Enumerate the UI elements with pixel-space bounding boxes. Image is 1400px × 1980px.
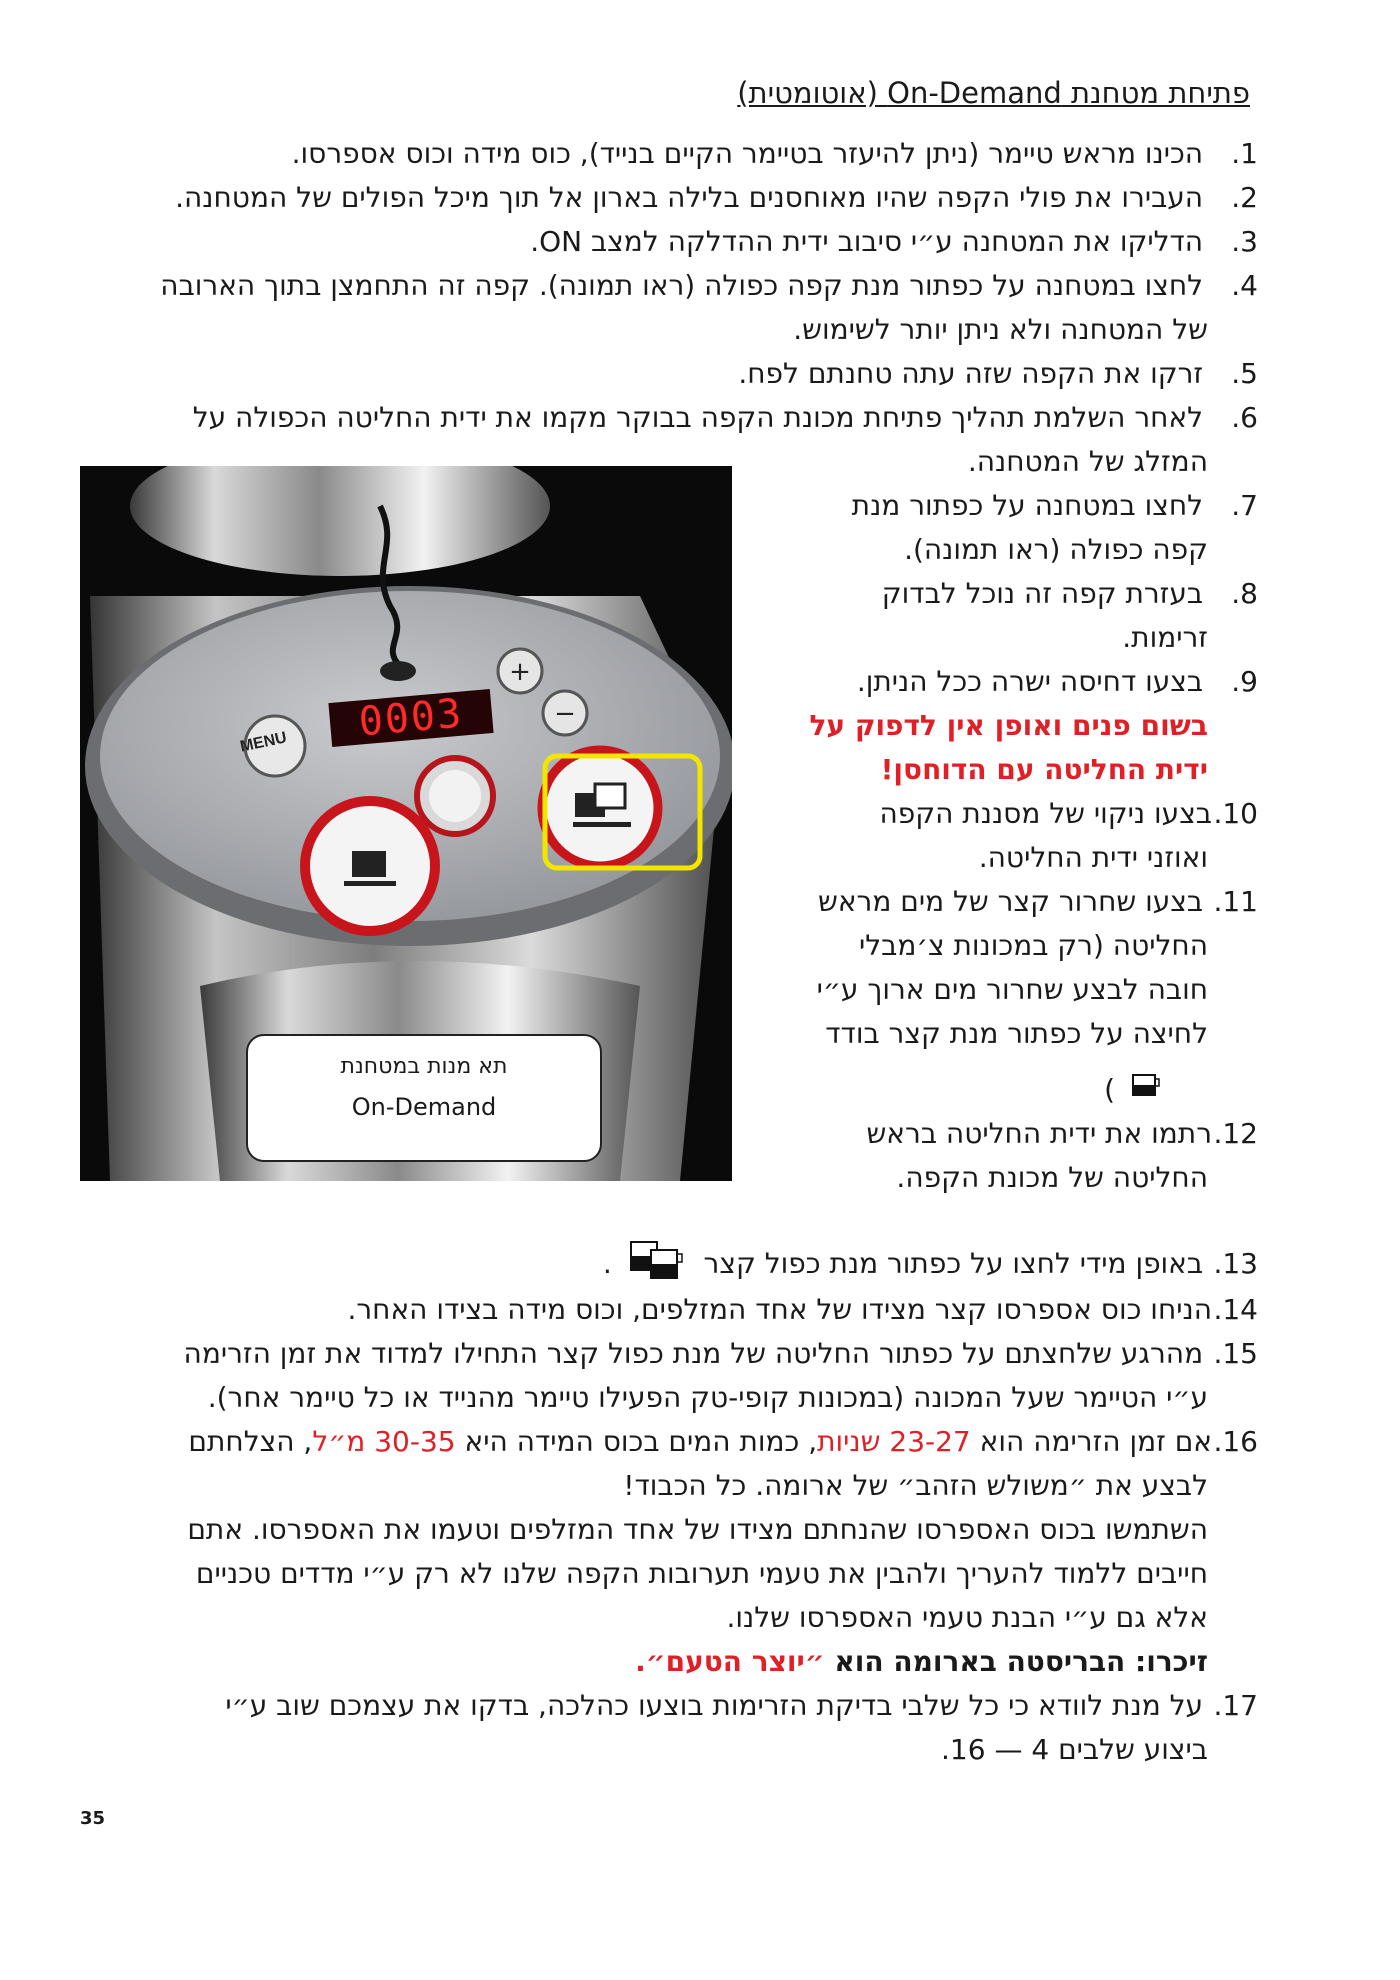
- hand-icon: [429, 770, 481, 822]
- step-17-cont: ביצוע שלבים 4 — 16.: [941, 1733, 1208, 1766]
- water-volume-range: 30-35 מ״ל: [312, 1425, 456, 1458]
- step-10: 10.בצעו ניקוי של מסננת הקפה: [879, 797, 1258, 830]
- remember-note: זיכרו: הבריסטה בארומה הוא ״יוצר הטעם״.: [635, 1645, 1208, 1678]
- step-7: 7. לחצו במטחנה על כפתור מנת: [851, 489, 1258, 522]
- step-16: 16.אם זמן הזרימה הוא 23-27 שניות, כמות המים בכוס המידה היא 30-35 מ״ל, הצלחתם: [188, 1425, 1258, 1458]
- step-11-cont-4: ): [1104, 1072, 1168, 1110]
- step-8: 8. בעזרת קפה זה נוכל לבדוק: [881, 577, 1258, 610]
- minus-label: −: [554, 699, 576, 729]
- cable-grommet: [380, 661, 416, 681]
- step-9-warning-1: בשום פנים ואופן אין לדפוק על: [809, 709, 1208, 742]
- step-17: 17. על מנת לוודא כי כל שלבי בדיקת הזרימות בוצעו כהלכה, בדקו את עצמכם שוב ע״י: [225, 1689, 1258, 1722]
- step-11-cont-3: לחיצה על כפתור מנת קצר בודד: [825, 1017, 1208, 1050]
- step-12: 12.רתמו את ידית החליטה בראש: [866, 1117, 1258, 1150]
- step-1: 1. הכינו מראש טיימר (ניתן להיעזר בטיימר הקיים בנייד), כוס מידה וכוס אספרסו.: [291, 137, 1258, 170]
- step-12-cont: החליטה של מכונת הקפה.: [896, 1161, 1208, 1194]
- step-4-cont: של המטחנה ולא ניתן יותר לשימוש.: [793, 313, 1208, 346]
- step-8-cont: זרימות.: [1122, 621, 1208, 654]
- double-short-cup-icon: [627, 1238, 689, 1292]
- plus-label: +: [509, 657, 531, 687]
- single-short-cup-icon: [1130, 1072, 1162, 1110]
- flow-time-range: 23-27 שניות: [817, 1425, 971, 1458]
- step-10-cont: ואוזני ידית החליטה.: [978, 841, 1208, 874]
- step-3: 3. הדליקו את המטחנה ע״י סיבוב ידית ההדלקה למצב ON.: [530, 225, 1258, 258]
- image-caption: [246, 1034, 602, 1162]
- step-4: 4. לחצו במטחנה על כפתור מנת קפה כפולה (ראו תמונה). קפה זה התחמצן בתוך הארובה: [160, 269, 1258, 302]
- step-2: 2. העבירו את פולי הקפה שהיו מאוחסנים בלילה בארון אל תוך מיכל הפולים של המטחנה.: [175, 181, 1258, 214]
- grinder-photo: [80, 466, 732, 1181]
- step-6: 6. לאחר השלמת תהליך פתיחת מכונת הקפה בבוקר מקמו את ידית החליטה הכפולה על: [192, 401, 1258, 434]
- step-15-cont: ע״י הטיימר שעל המכונה (במכונות קופי-טק הפעילו טיימר מהנייד או כל טיימר אחר).: [207, 1381, 1208, 1414]
- caption-line-1: תא מנות במטחנת: [340, 1054, 508, 1079]
- step-11: 11. בצעו שחרור קצר של מים מראש: [817, 885, 1258, 918]
- dose-display: 0003: [328, 689, 493, 747]
- step-15: 15. מהרגע שלחצתם על כפתור החליטה של מנת כפול קצר התחילו למדוד את זמן הזרימה: [183, 1337, 1258, 1370]
- step-16-cont: לבצע את ״משולש הזהב״ של ארומה. כל הכבוד!: [623, 1469, 1208, 1502]
- page-title: פתיחת מטחנת On-Demand (אוטומטית): [737, 76, 1250, 110]
- menu-label: MENU: [238, 729, 289, 756]
- page-number: 35: [80, 1808, 106, 1829]
- single-cup-icon: [352, 851, 386, 877]
- step-11-cont-1: החליטה (רק במכונות צ׳מבלי: [858, 929, 1208, 962]
- step-9-warning-2: ידית החליטה עם הדוחסן!: [880, 753, 1208, 786]
- step-6-cont: המזלג של המטחנה.: [967, 445, 1208, 478]
- step-5: 5. זרקו את הקפה שזה עתה טחנתם לפח.: [738, 357, 1258, 390]
- tasting-paragraph-3: אלא גם ע״י הבנת טעמי האספרסו שלנו.: [726, 1601, 1208, 1634]
- step-14: 14.הניחו כוס אספרסו קצר מצידו של אחד המזלפים, וכוס מידה בצידו האחר.: [347, 1293, 1258, 1326]
- tasting-paragraph-1: השתמשו בכוס האספרסו שהנחתם מצידו של אחד המזלפים וטעמו את האספרסו. אתם: [187, 1513, 1208, 1546]
- caption-line-2: On-Demand: [351, 1093, 497, 1121]
- step-13: 13. באופן מידי לחצו על כפתור מנת כפול קצר .: [603, 1238, 1258, 1292]
- tasting-paragraph-2: חייבים ללמוד להעריך ולהבין את טעמי תערובות הקפה שלנו לא רק ע״י מדדים טכניים: [195, 1557, 1208, 1590]
- step-7-cont: קפה כפולה (ראו תמונה).: [904, 533, 1208, 566]
- step-9: 9. בצעו דחיסה ישרה ככל הניתן.: [856, 665, 1258, 698]
- step-11-cont-2: חובה לבצע שחרור מים ארוך ע״י: [816, 973, 1208, 1006]
